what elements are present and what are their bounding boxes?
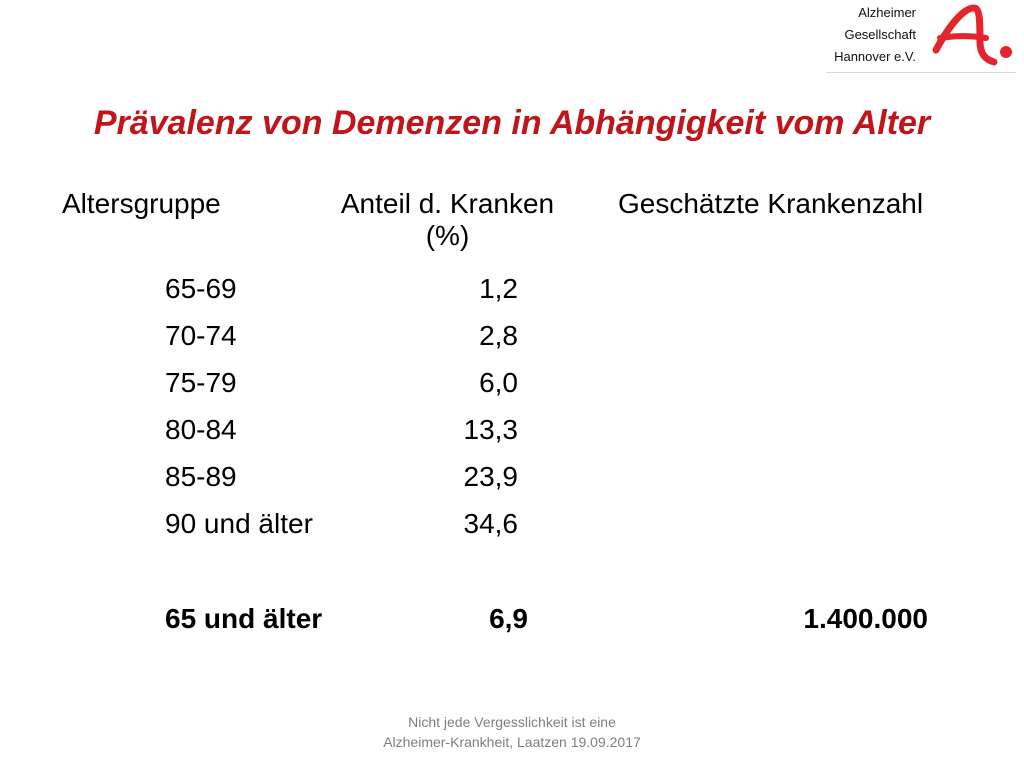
age-group-cell: 90 und älter: [165, 508, 313, 539]
total-age-group-cell: 65 und älter: [165, 603, 323, 634]
table-row: [0, 319, 1024, 366]
total-estimated-count-cell: 1.400.000: [803, 603, 928, 634]
alzheimer-a-logo-icon: [930, 2, 1016, 70]
column-header-share-line-2: (%): [425, 220, 470, 251]
column-header-share: [325, 188, 570, 252]
age-group-cell: 80-84: [165, 414, 237, 445]
column-header-share-line-1: Anteil d. Kranken: [340, 188, 555, 219]
page-title: Prävalenz von Demenzen in Abhängigkeit vom Alter: [93, 104, 931, 142]
share-cell: 13,3: [463, 414, 518, 445]
table-row: [0, 366, 1024, 413]
organization-name: [826, 2, 916, 68]
table-row: [0, 272, 1024, 319]
age-group-cell: 65-69: [165, 273, 237, 304]
share-cell: 6,0: [479, 367, 518, 398]
organization-name-line-3: Hannover e.V.: [834, 49, 916, 64]
footer-line-2: Alzheimer-Krankheit, Laatzen 19.09.2017: [383, 734, 641, 750]
share-cell: 23,9: [463, 461, 518, 492]
column-header-age-group: Altersgruppe: [62, 188, 221, 219]
column-header-estimated-count: Geschätzte Krankenzahl: [618, 188, 924, 219]
share-cell: 1,2: [479, 273, 518, 304]
share-cell: 2,8: [479, 320, 518, 351]
age-group-cell: 85-89: [165, 461, 237, 492]
organization-name-line-1: Alzheimer: [858, 5, 916, 20]
organization-name-line-2: Gesellschaft: [844, 27, 916, 42]
table-row: [0, 507, 1024, 554]
age-group-cell: 75-79: [165, 367, 237, 398]
organization-header: [826, 2, 1016, 73]
footer-line-1: Nicht jede Vergesslichkeit ist eine: [408, 714, 616, 730]
total-share-cell: 6,9: [489, 603, 528, 634]
table-body: [0, 272, 1024, 554]
table-row: [0, 460, 1024, 507]
table-row: [0, 413, 1024, 460]
slide-footer: [0, 712, 1024, 752]
share-cell: 34,6: [463, 508, 518, 539]
age-group-cell: 70-74: [165, 320, 237, 351]
table-total-row: [0, 602, 1024, 638]
